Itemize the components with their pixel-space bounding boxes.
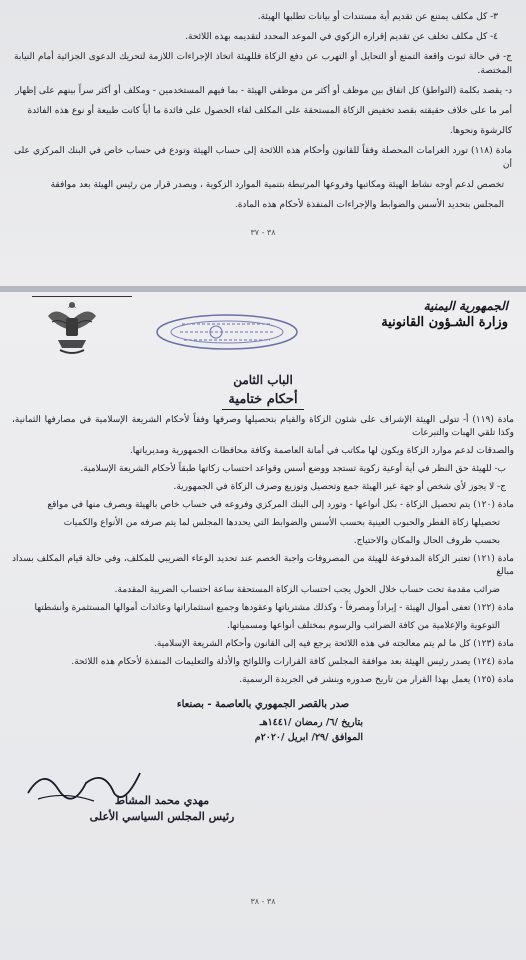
article-line: ضرائب مقدمة تحت حساب خلال الحول يجب احتساب الزكاة المستحقة ساعة احتساب الضريبة المقدمة. — [114, 585, 500, 595]
issuance-block — [12, 697, 514, 745]
signatory-title: رئيس المجلس السياسي الأعلى — [89, 810, 235, 823]
gregorian-date: الموافق /٢٩/ ابريل /٢٠٢٠م — [254, 732, 363, 743]
text-line: د- يقصد بكلمة (التواطؤ) كل اتفاق بين موظف أو أكثر من موظفي الهيئة - بما فيهم المستخدمين - ومكلف أو أكثر سراً بينهم على إظهار — [15, 86, 512, 96]
hijri-date: بتاريخ /٦/ رمضان /١٤٤١هـ — [259, 717, 363, 728]
page-number: ٣٨ - ٣٧ — [250, 228, 276, 237]
text-line: المجلس بتحديد الأسس والضوابط والإجراءات المنفذة لأحكام هذه المادة. — [234, 200, 504, 210]
article-line: ب- للهيئة حق النظر في أية أوعية زكوية تستجد ووضع أسس وقواعد احتساب زكاتها طبقاً لأحكام الشريعة الإسلامية. — [80, 464, 506, 474]
article-line: التوعوية والإعلامية من كافة الضرائب والرسوم بمختلف أنواعها ومسمياتها. — [227, 621, 500, 631]
text-line: ج- في حالة ثبوت واقعة التمنع أو التحايل أو التهرب عن دفع الزكاة فللهيئة اتخاذ الإجراءات اللازمة لتحريك الدعوى الجزائية أمام النيابة المختصة. — [14, 52, 512, 76]
article-line: مادة (١٢٥) يعمل بهذا القرار من تاريخ صدوره وينشر في الجريدة الرسمية. — [239, 675, 514, 685]
article-line: بحسب ظروف الحال والمكان والاحتياج. — [353, 536, 500, 546]
page-number: ٣٨ - ٣٨ — [250, 897, 276, 906]
ministry-header — [318, 298, 508, 332]
text-line: أمر ما على خلاف حقيقته بقصد تخفيض الزكاة المستحقة على المكلف لقاء الحصول على فائدة ما أياً كانت طبيعة أو نوع هذه الفائدة — [27, 106, 512, 116]
eagle-emblem-icon — [42, 296, 102, 358]
text-line: ٣- كل مكلف يمتنع عن تقديم أية مستندات أو بيانات تطلبها الهيئة. — [257, 12, 498, 22]
top-text-block — [14, 10, 512, 212]
document-page-top — [0, 0, 526, 286]
chapter-number: الباب الثامن — [233, 373, 293, 387]
signatory-name: مهدي محمد المشاط — [114, 794, 210, 807]
ministry-name: وزارة الشـؤون القانونية — [381, 315, 508, 330]
text-line: تخصص لدعم أوجه نشاط الهيئة ومكاتبها وفروعها المرتبطة بتنمية الموارد الزكوية ، ويصدر قرار من رئيس الهيئة بعد موافقة — [50, 180, 504, 190]
chapter-title: أحكام ختامية — [222, 391, 303, 410]
article-line: مادة (١٢٤) يصدر رئيس الهيئة بعد موافقة المجلس كافة القرارات واللوائح والأدلة والتعليمات المنفذة لأحكام هذه اللائحة. — [71, 657, 514, 667]
article-line: والصدقات لدعم موارد الزكاة ويكون لها مكاتب في أمانة العاصمة وكافة محافظات الجمهورية ومديرياتها. — [129, 446, 514, 456]
article-line: مادة (١٢٠) يتم تحصيل الزكاة - بكل أنواعها - وتورد إلى البنك المركزي وفروعه في حساب خاص بالهيئة ويصرف منها في مواقع — [47, 500, 514, 510]
stamp-seal-icon — [152, 312, 302, 352]
article-line: مادة (١٢١) تعتبر الزكاة المدفوعة للهيئة من المصروفات واجبة الخصم عند تحديد الوعاء الضريبي للمكلف، وفي حالة قيام المكلف بسداد مبالغ — [12, 554, 514, 577]
article-line: مادة (١٢٣) كل ما لم يتم معالجته في هذه اللائحة يرجع فيه إلى القانون وأحكام الشريعة الإسلامية. — [153, 639, 514, 649]
text-line: ٤- كل مكلف تخلف عن تقديم إقراره الزكوي في الموعد المحدد لتقديمه بهذه اللائحة. — [185, 32, 498, 42]
chapter-heading — [12, 372, 514, 410]
article-line: تحصيلها زكاة الفطر والحبوب العينية بحسب الأسس والضوابط التي يحددها المجلس لما يتم صرفه من الأنواع والكميات — [63, 518, 500, 528]
handwritten-header: الجمهورية اليمنية — [423, 299, 508, 313]
text-line: مادة (١١٨) تورد الغرامات المحصلة وفقاً للقانون وأحكام هذه اللائحة إلى حساب الهيئة وتودع في حساب خاص في البنك المركزي على أن — [14, 146, 512, 170]
text-line: كالرشوة ونحوها. — [449, 126, 512, 136]
article-line: مادة (١١٩) أ- تتولى الهيئة الإشراف على شئون الزكاة والقيام بتحصيلها وصرفها وفقاً لأحكام الشريعة الإسلامية في مصارفها الثمانية، وكذا تلقي الهبات والتبرعات — [12, 415, 514, 438]
articles-block — [12, 414, 514, 687]
article-line: مادة (١٢٢) تعفى أموال الهيئة - إيراداً ومصرفاً - وكذلك مشترياتها وعقودها وجميع استثماراتها وعائدات أموالها المستثمرة وأنشطتها — [34, 603, 514, 613]
letterhead — [12, 296, 514, 372]
document-page-bottom — [0, 292, 526, 960]
article-line: ج- لا يجوز لأي شخص أو جهة غير الهيئة جمع وتحصيل وتوزيع وصرف الزكاة في الجمهورية. — [173, 482, 506, 492]
signature-block — [12, 763, 514, 833]
signatory — [52, 793, 272, 825]
issuance-dates — [163, 715, 363, 745]
issued-place: صدر بالقصر الجمهوري بالعاصمة - بصنعاء — [176, 699, 350, 710]
